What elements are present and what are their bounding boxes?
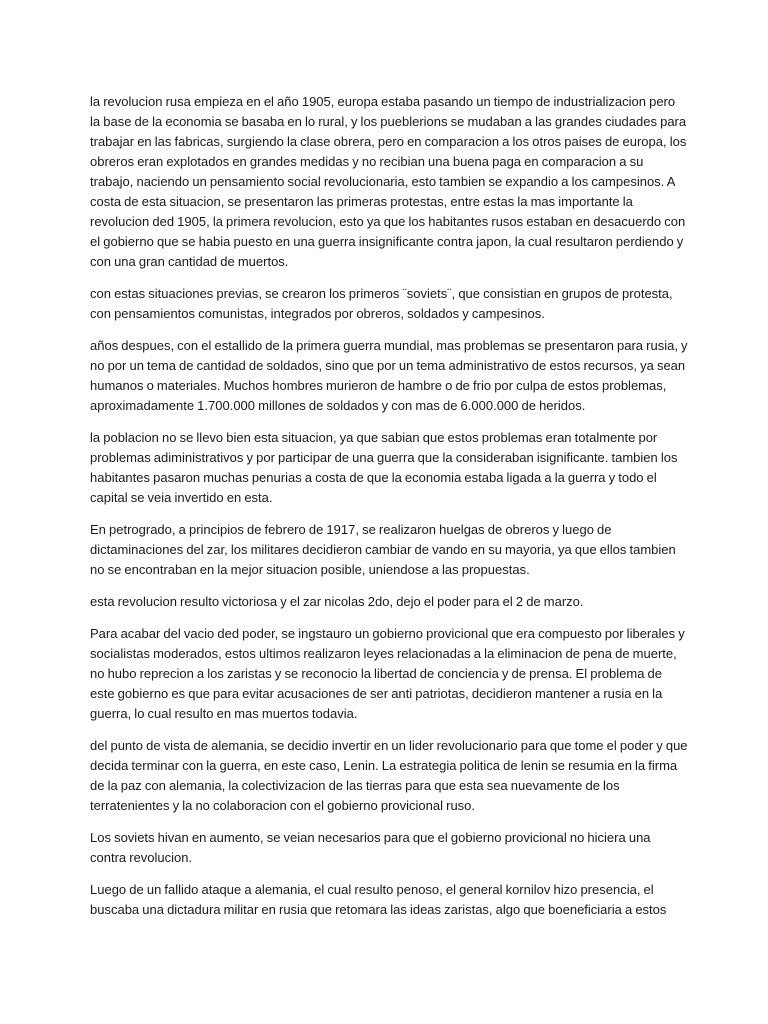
paragraph-9: Los soviets hivan en aumento, se veian necesarios para que el gobierno provicional no hiciera una contra revolucion. bbox=[90, 830, 651, 865]
paragraph-10: Luego de un fallido ataque a alemania, el cual resulto penoso, el general kornilov hizo presencia, el buscaba una dictadura militar en rusia que retomara las ideas zaristas, algo que boeneficiaria a estos bbox=[90, 882, 667, 917]
paragraph-7: Para acabar del vacio ded poder, se ingstauro un gobierno provicional que era compuesto por liberales y socialistas moderados, estos ultimos realizaron leyes relacionadas a la eliminacion de pena de muerte, no hubo reprecion a los zaristas y se reconocio la libertad de conciencia y de prensa. El problema de este gobierno es que para evitar acusaciones de ser anti patriotas, decidieron mantener a rusia en la guerra, lo cual resulto en mas muertos todavia. bbox=[90, 626, 685, 721]
paragraph-3: años despues, con el estallido de la primera guerra mundial, mas problemas se presentaron para rusia, y no por un tema de cantidad de soldados, sino que por un tema administrativo de estos recursos, ya sean humanos o materiales. Muchos hombres murieron de hambre o de frio por culpa de estos problemas, aproximadamente 1.700.000 millones de soldados y con mas de 6.000.000 de heridos. bbox=[90, 338, 688, 413]
document-body bbox=[90, 92, 688, 932]
paragraph-4: la poblacion no se llevo bien esta situacion, ya que sabian que estos problemas eran totalmente por problemas adiministrativos y por participar de una guerra que la consideraban isignificante. tambien los habitantes pasaron muchas penurias a costa de que la economia estaba ligada a la guerra y todo el capital se veia invertido en esta. bbox=[90, 430, 678, 505]
paragraph-8: del punto de vista de alemania, se decidio invertir en un lider revolucionario para que tome el poder y que decida terminar con la guerra, en este caso, Lenin. La estrategia politica de lenin se resumia en la firma de la paz con alemania, la colectivizacion de las tierras para que esta sea nuevamente de los terratenientes y la no colaboracion con el gobierno provicional ruso. bbox=[90, 738, 688, 813]
paragraph-2: con estas situaciones previas, se crearon los primeros ¨soviets¨, que consistian en grupos de protesta, con pensamientos comunistas, integrados por obreros, soldados y campesinos. bbox=[90, 286, 673, 321]
paragraph-6: esta revolucion resulto victoriosa y el zar nicolas 2do, dejo el poder para el 2 de marzo. bbox=[90, 594, 584, 609]
paragraph-1: la revolucion rusa empieza en el año 1905, europa estaba pasando un tiempo de industrializacion pero la base de la economia se basaba en lo rural, y los pueblerions se mudaban a las grandes ciudades para trabajar en las fabricas, surgiendo la clase obrera, pero en comparacion a los otros paises de europa, los obreros eran explotados en grandes medidas y no recibian una buena paga en comparacion a su trabajo, naciendo un pensamiento social revolucionaria, esto tambien se expandio a los campesinos. A costa de esta situacion, se presentaron las primeras protestas, entre estas la mas importante la revolucion ded 1905, la primera revolucion, esto ya que los habitantes rusos estaban en desacuerdo con el gobierno que se habia puesto en una guerra insignificante contra japon, la cual resultaron perdiendo y con una gran cantidad de muertos. bbox=[90, 94, 687, 269]
paragraph-5: En petrogrado, a principios de febrero de 1917, se realizaron huelgas de obreros y luego de dictaminaciones del zar, los militares decidieron cambiar de vando en su mayoria, ya que ellos tambien no se encontraban en la mejor situacion posible, uniendose a las propuestas. bbox=[90, 522, 676, 577]
